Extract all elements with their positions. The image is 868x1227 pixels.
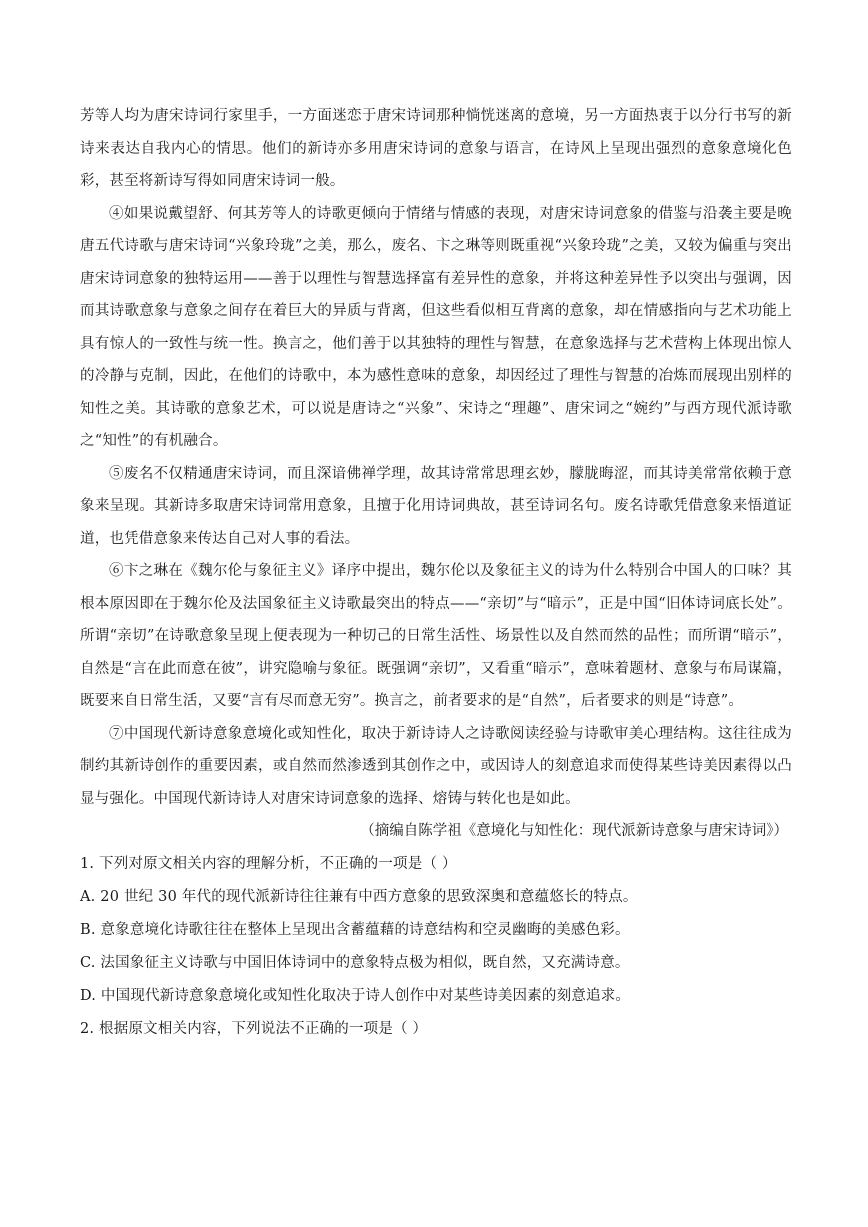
paragraph-5: ⑤废名不仅精通唐宋诗词，而且深谙佛禅学理，故其诗常常思理玄妙，朦胧晦涩，而其诗美常常依赖于意象来呈现。其新诗多取唐宋诗词常用意象，且擅于化用诗词典故，甚至诗词名句。废名诗歌凭借意象来悟道证道，也凭借意象来传达自己对人事的看法。 (80, 465, 792, 547)
document-page (80, 100, 792, 1046)
question-1-option-c: C. 法国象征主义诗歌与中国旧体诗词中的意象特点极为相似，既自然，又充满诗意。 (80, 954, 630, 971)
question-1-stem: 1. 下列对原文相关内容的理解分析，不正确的一项是（ ） (80, 855, 457, 872)
question-1-option-b: B. 意象意境化诗歌往往在整体上呈现出含蓄蕴藉的诗意结构和空灵幽晦的美感色彩。 (80, 921, 630, 938)
question-2-stem: 2. 根据原文相关内容，下列说法不正确的一项是（ ） (80, 1020, 428, 1037)
paragraph-continued: 芳等人均为唐宋诗词行家里手，一方面迷恋于唐宋诗词那种惝恍迷离的意境，另一方面热衷于以分行书写的新诗来表达自我内心的情思。他们的新诗亦多用唐宋诗词的意象与语言，在诗风上呈现出强烈的意象意境化色彩，甚至将新诗写得如同唐宋诗词一般。 (80, 108, 792, 189)
question-1-option-a: A. 20 世纪 30 年代的现代派新诗往往兼有中西方意象的思致深奥和意蕴悠长的特点。 (80, 888, 638, 905)
paragraph-4: ④如果说戴望舒、何其芳等人的诗歌更倾向于情绪与情感的表现，对唐宋诗词意象的借鉴与沿袭主要是晚唐五代诗歌与唐宋诗词“兴象玲珑”之美，那么，废名、卞之琳等则既重视“兴象玲珑”之美，又较为偏重与突出唐宋诗词意象的独特运用——善于以理性与智慧选择富有差异性的意象，并将这种差异性予以突出与强调，因而其诗歌意象与意象之间存在着巨大的异质与背离，但这些看似相互背离的意象，却在情感指向与艺术功能上具有惊人的一致性与统一性。换言之，他们善于以其独特的理性与智慧，在意象选择与艺术营构上体现出惊人的冷静与克制，因此，在他们的诗歌中，本为感性意味的意象，却因经过了理性与智慧的冶炼而展现出别样的知性之美。其诗歌的意象艺术，可以说是唐诗之“兴象”、宋诗之“理趣”、唐宋词之“婉约”与西方现代派诗歌之“知性”的有机融合。 (80, 205, 792, 449)
paragraph-6: ⑥卞之琳在《魏尔伦与象征主义》译序中提出，魏尔伦以及象征主义的诗为什么特别合中国人的口味？其根本原因即在于魏尔伦及法国象征主义诗歌最突出的特点——“亲切”与“暗示”，正是中国“旧体诗词底长处”。所谓“亲切”在诗歌意象呈现上便表现为一种切己的日常生活性、场景性以及自然而然的品性；而所谓“暗示”，自然是“言在此而意在彼”，讲究隐喻与象征。既强调“亲切”，又看重“暗示”，意味着题材、意象与布局谋篇，既要来自日常生活，又要“言有尽而意无穷”。换言之，前者要求的是“自然”，后者要求的则是“诗意”。 (80, 563, 792, 709)
question-1-option-d: D. 中国现代新诗意象意境化或知性化取决于诗人创作中对某些诗美因素的刻意追求。 (80, 987, 631, 1004)
source-citation: （摘编自陈学祖《意境化与知性化：现代派新诗意象与唐宋诗词》） (360, 823, 788, 839)
paragraph-7: ⑦中国现代新诗意象意境化或知性化，取决于新诗诗人之诗歌阅读经验与诗歌审美心理结构。这往往成为制约其新诗创作的重要因素，或自然而然渗透到其创作之中，或因诗人的刻意追求而使得某些诗美因素得以凸显与强化。中国现代新诗诗人对唐宋诗词意象的选择、熔铸与转化也是如此。 (80, 725, 792, 807)
